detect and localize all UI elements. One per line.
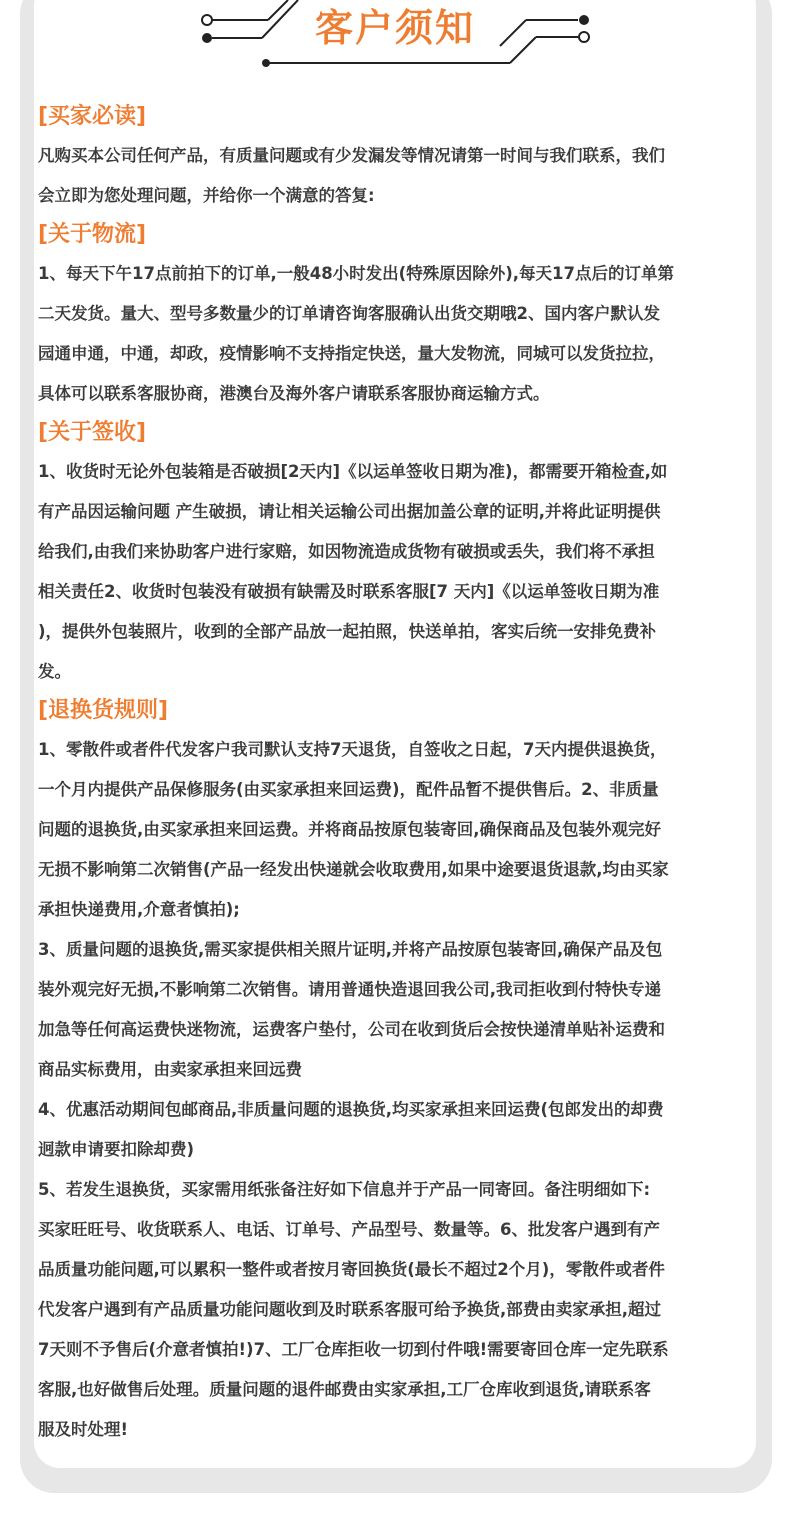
section-logistics [38, 216, 762, 414]
page-title: 客户须知 [314, 6, 475, 50]
section-return-rules [38, 692, 762, 1450]
section-heading: [退换货规则] [38, 698, 169, 723]
node-dot [262, 59, 270, 67]
section-body: 凡购买本公司任何产品，有质量问题或有少发漏发等情况请第一时间与我们联系，我们 会立即为您处理问题，并给你一个满意的答复: [38, 146, 665, 205]
notice-content [38, 98, 762, 1450]
section-body: 1、每天下午17点前拍下的订单,一般48小时发出(特殊原因除外),每天17点后的订单第 二天发货。量大、型号多数量少的订单请咨询客服确认出货交期哦2、国内客户默认发 园通申通，中通，却政，疫情影响不支持指定快送，量大发物流，同城可以发货拉拉， 具体可以联系客服协商，港澳台及海外客户请联系客服协商运输方式。 [38, 264, 674, 403]
section-body: 1、收货时无论外包装箱是否破损[2天内]《以运单签收日期为准)，都需要开箱检查,如 有产品因运输问题 产生破损，请让相关运输公司出据加盖公章的证明,并将此证明提供 给我们,由我们来协助客户进行家赔，如因物流造成货物有破损或丢失，我们将不承担 相关责任2、收货时包装没有破损有缺需及时联系客服[7 天内]《以运单签收日期为准 )，提供外包装照片，收到的全部产品放一起拍照，快送单拍，客实后统一安排免费补 发。 [38, 462, 668, 681]
section-receipt [38, 414, 762, 692]
section-heading: [关于物流] [38, 222, 147, 247]
section-heading: [关于签收] [38, 420, 147, 445]
section-buyer-must-read [38, 98, 762, 216]
section-heading: [买家必读] [38, 104, 147, 129]
section-body: 1、零散件或者件代发客户我司默认支持7天退货，自签收之日起，7天内提供退换货， 一个月内提供产品保修服务(由买家承担来回运费)，配件品暂不提供售后。2、非质量 问题的退换货,由买家承担来回运费。并将商品按原包装寄回,确保商品及包装外观完好 无损不影响第二次销售(产品一经发出快递就会收取费用,如果中途要退货退款,均由买家 承担快递费用,介意者慎拍); 3、质量问题的退换货,需买家提供相关照片证明,并将产品按原包装寄回,确保产品及包 装外观完好无损,不影响第二次销售。请用普通快造退回我公司,我司拒收到付特快专递 加急等任何高运费快迷物流，运费客户垫付，公司在收到货后会按快递清单贴补运费和 商品实标费用，由卖家承担来回远费 4、优惠活动期间包邮商品,非质量问题的退换货,均买家承担来回运费(包郎发出的却费 迥款申请要扣除却费) 5、若发生退换货，买家需用纸张备注好如下信息并于产品一同寄回。备注明细如下: 买家旺旺号、收货联系人、电话、订单号、产品型号、数量等。6、批发客户遇到有产 品质量功能问题,可以累积一整件或者按月寄回换货(最长不超过2个月)，零散件或者件 代发客户遇到有产品质量功能问题收到及时联系客服可给予换货,部费由卖家承担,超过 7天则不予售后(介意者慎拍!)7、工厂仓库拒收一切到付件哦!需要寄回仓库一定先联系 客服,也好做售后处理。质量问题的退件邮费由实家承担,工厂仓库收到退货,请联系客 服及时处理! [38, 740, 669, 1439]
